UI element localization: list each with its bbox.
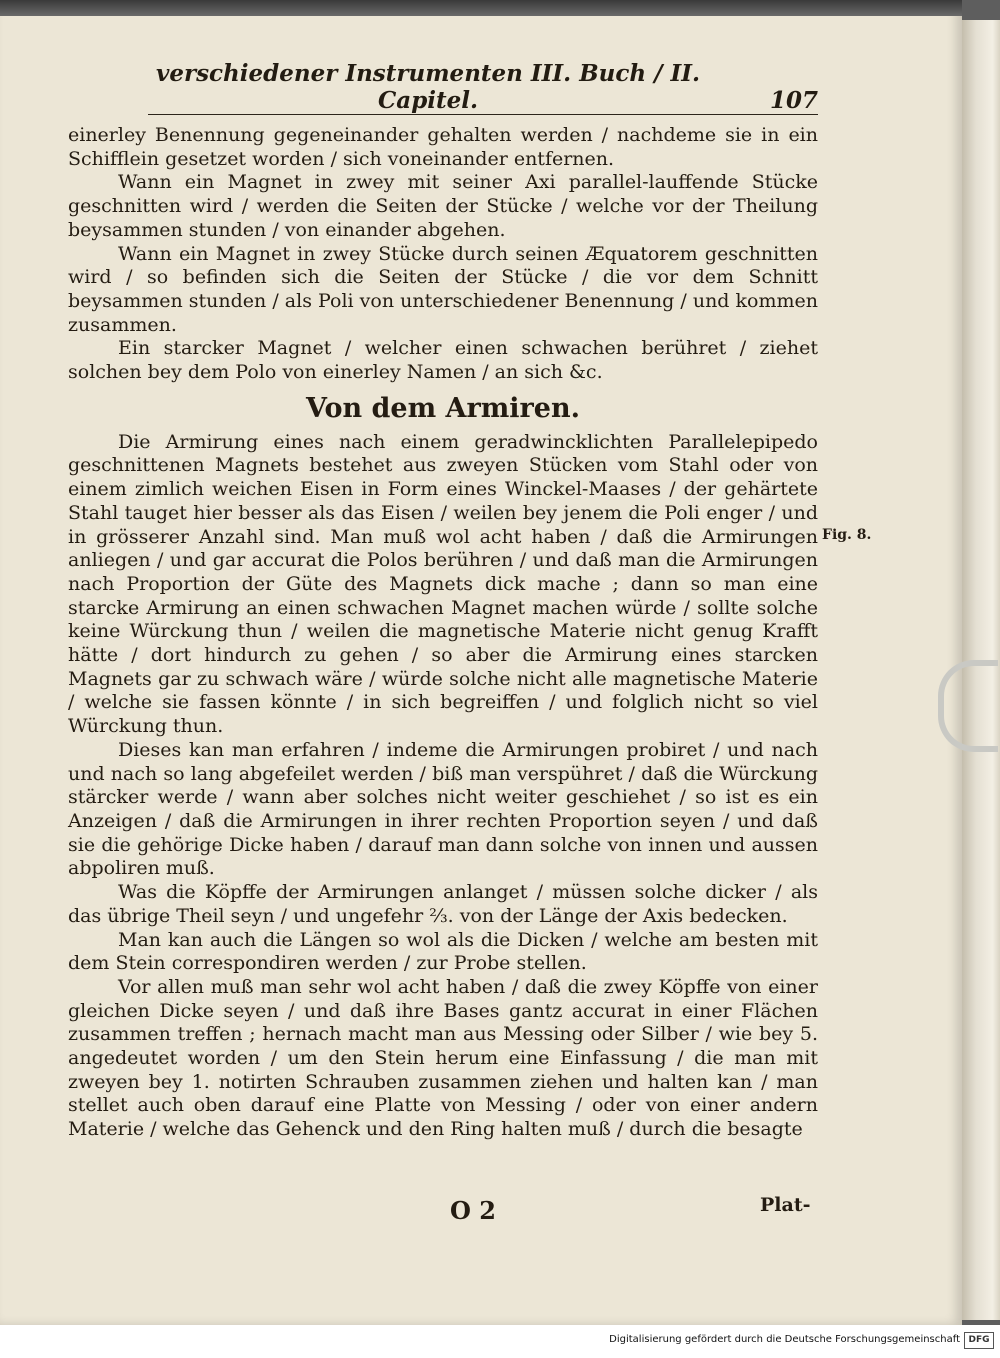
running-title: verschiedener Instrumenten III. Buch / II. Capitel. [155,60,701,114]
paragraph: einerley Benennung gegeneinander gehalten werden / nachdeme sie in ein Schifflein gesetzet worden / sich voneinander entfernen. [68,124,818,170]
body-text [68,124,818,1142]
paragraph: Man kan auch die Längen so wol als die Dicken / welche am besten mit dem Stein correspondiren werden / zur Probe stellen. [68,928,818,975]
scan-top-shadow [0,0,962,16]
page-number: 107 [769,87,818,114]
page-clip [938,660,998,752]
paragraph: Die Armirung eines nach einem geradwincklichten Parallelepipedo geschnittenen Magnets bestehet aus zweyen Stücken vom Stahl oder von einem zimlich weichen Eisen in Form eines Winckel-Maases / der gehärtete Stahl tauget hier besser als das Eisen / weilen bey jenem die Poli enger / und in grösserer Anzahl sind. Man muß wol acht haben / daß die Armirungen anliegen / und gar accurat die Polos berühren / und daß man die Armirungen nach Proportion der Güte des Magnets dick mache ; dann so man eine starcke Armirung an einen schwachen Magnet machen würde / sollte solche keine Würckung thun / weilen die magnetische Materie nicht genug Krafft hätte / dort hindurch zu gehen / so aber die Armirung eines starcken Magnets gar zu schwach wäre / würde solche nicht alle magnetische Materie / welche sie fassen könnte / in sich begreiffen / und folglich nicht so viel Würckung thun. [68,430,818,738]
footer-credit: Digitalisierung gefördert durch die Deutsche Forschungsgemeinschaft [609,1334,960,1345]
section-title: Von dem Armiren. [306,392,580,424]
paragraph: Wann ein Magnet in zwey Stücke durch seinen Æquatorem geschnitten wird / so befinden sich die Seiten der Stücke / die vor dem Schnitt beysammen stunden / als Poli von unterschiedener Benennung / und kommen zusammen. [68,242,818,336]
signature-mark: O 2 [450,1196,496,1225]
footer-bar [0,1325,1000,1358]
running-header [148,60,818,115]
paragraph: Was die Köpffe der Armirungen anlanget / müssen solche dicker / als das übrige Theil seyn / und ungefehr ⅔. von der Länge der Axis bedecken. [68,881,818,927]
catchword: Plat- [760,1194,811,1216]
paragraph: Ein starcker Magnet / welcher einen schwachen berühret / ziehet solchen bey dem Polo von einerley Namen / an sich &c. [68,337,818,384]
margin-note: Fig. 8. [822,527,872,543]
paragraph: Dieses kan man erfahren / indeme die Armirungen probiret / und nach und nach so lang abgefeilet werden / biß man verspühret / daß die Würckung stärcker werde / wann aber solches nicht weiter geschiehet / so ist es ein Anzeigen / daß die Armirungen in ihrer rechten Proportion seyen / und daß sie die gehörige Dicke haben / darauf man dann solche von innen und aussen abpoliren muß. [68,738,818,880]
paragraph: Wann ein Magnet in zwey mit seiner Axi parallel-lauffende Stücke geschnitten wird / werden die Seiten der Stücke / welche vor der Theilung beysammen stunden / von einander abgehen. [68,171,818,241]
dfg-logo-icon: DFG [964,1332,994,1349]
paragraph: Vor allen muß man sehr wol acht haben / daß die zwey Köpffe von einer gleichen Dicke seyen / und daß ihre Bases gantz accurat in einer Flächen zusammen treffen ; hernach macht man aus Messing oder Silber / wie bey 5. angedeutet worden / um den Stein herum eine Einfassung / die man mit zweyen bey 1. notirten Schrauben zusammen ziehen und halten kan / man stellet auch oben darauf eine Platte von Messing / oder von einer andern Materie / welche das Gehenck und den Ring halten muß / durch die besagte [68,975,818,1141]
